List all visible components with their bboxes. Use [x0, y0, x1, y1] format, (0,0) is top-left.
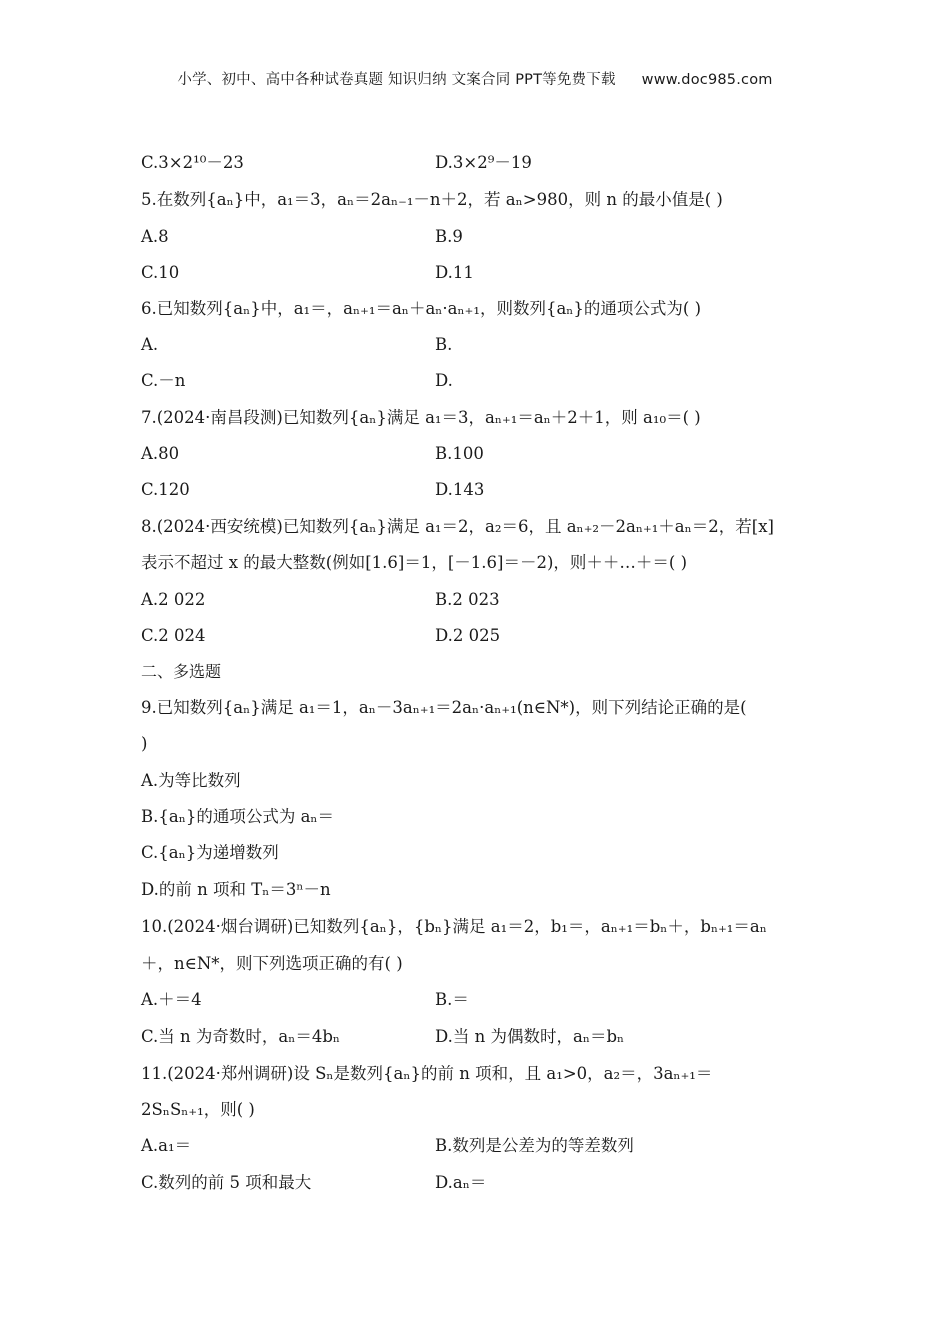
q8-stem-line1: 8.(2024·西安统模)已知数列{aₙ}满足 a₁＝2，a₂＝6，且 aₙ₊₂－2aₙ₊₁＋aₙ＝2，若[x]	[141, 517, 774, 536]
q9-option-c: C.{aₙ}为递增数列	[141, 843, 279, 862]
q7-option-a: A.80	[141, 444, 180, 463]
q11-stem-line2: 2SₙSₙ₊₁，则( )	[141, 1100, 255, 1119]
q6-option-c: C.－n	[141, 371, 186, 390]
q11-option-b: B.数列是公差为的等差数列	[435, 1136, 634, 1155]
q9-stem-line1: 9.已知数列{aₙ}满足 a₁＝1，aₙ－3aₙ₊₁＝2aₙ·aₙ₊₁(n∈N*)，则下列结论正确的是(	[141, 698, 747, 717]
q10-stem-line1: 10.(2024·烟台调研)已知数列{aₙ}，{bₙ}满足 a₁＝2，b₁＝，aₙ₊₁＝bₙ＋，bₙ₊₁＝aₙ	[141, 917, 767, 936]
q11-option-c: C.数列的前 5 项和最大	[141, 1173, 312, 1192]
q8-option-c: C.2 024	[141, 626, 206, 645]
q10-option-b: B.＝	[435, 990, 469, 1009]
q8-stem-line2: 表示不超过 x 的最大整数(例如[1.6]＝1，[－1.6]＝－2)，则＋＋…＋＝( )	[141, 553, 688, 572]
q4-option-d: D.3×2⁹－19	[435, 153, 532, 172]
q6-stem: 6.已知数列{aₙ}中，a₁＝，aₙ₊₁＝aₙ＋aₙ·aₙ₊₁，则数列{aₙ}的通项公式为( )	[141, 299, 702, 318]
q8-option-d: D.2 025	[435, 626, 501, 645]
q9-option-d: D.的前 n 项和 Tₙ＝3ⁿ－n	[141, 880, 331, 899]
q6-option-a: A.	[141, 335, 159, 354]
q5-stem: 5.在数列{aₙ}中，a₁＝3，aₙ＝2aₙ₋₁－n＋2，若 aₙ>980，则 n 的最小值是( )	[141, 190, 723, 209]
header-site: www.doc985.com	[641, 72, 773, 88]
q5-option-b: B.9	[435, 227, 463, 246]
q7-option-b: B.100	[435, 444, 484, 463]
q10-option-a: A.＋＝4	[141, 990, 202, 1009]
q6-option-d: D.	[435, 371, 453, 390]
q5-option-d: D.11	[435, 263, 474, 282]
q11-stem-line1: 11.(2024·郑州调研)设 Sₙ是数列{aₙ}的前 n 项和，且 a₁>0，a₂＝，3aₙ₊₁＝	[141, 1064, 713, 1083]
q11-option-a: A.a₁＝	[141, 1136, 192, 1155]
q10-option-d: D.当 n 为偶数时，aₙ＝bₙ	[435, 1027, 625, 1046]
q7-stem: 7.(2024·南昌段测)已知数列{aₙ}满足 a₁＝3，aₙ₊₁＝aₙ＋2＋1，则 a₁₀＝( )	[141, 408, 701, 427]
q7-option-d: D.143	[435, 480, 485, 499]
section-heading-multiple-choice: 二、多选题	[141, 662, 222, 681]
page-header	[0, 68, 950, 89]
q9-option-b: B.{aₙ}的通项公式为 aₙ＝	[141, 807, 335, 826]
q5-option-a: A.8	[141, 227, 169, 246]
q8-option-b: B.2 023	[435, 590, 500, 609]
q8-option-a: A.2 022	[141, 590, 206, 609]
q10-option-c: C.当 n 为奇数时，aₙ＝4bₙ	[141, 1027, 341, 1046]
q11-option-d: D.aₙ＝	[435, 1173, 487, 1192]
q6-option-b: B.	[435, 335, 453, 354]
q9-stem-line2: )	[141, 734, 148, 753]
q7-option-c: C.120	[141, 480, 190, 499]
q9-option-a: A.为等比数列	[141, 771, 241, 790]
q10-stem-line2: ＋，n∈N*，则下列选项正确的有( )	[141, 954, 403, 973]
q4-option-c: C.3×2¹⁰－23	[141, 153, 244, 172]
header-text: 小学、初中、高中各种试卷真题 知识归纳 文案合同 PPT等免费下载	[177, 72, 616, 88]
q5-option-c: C.10	[141, 263, 180, 282]
